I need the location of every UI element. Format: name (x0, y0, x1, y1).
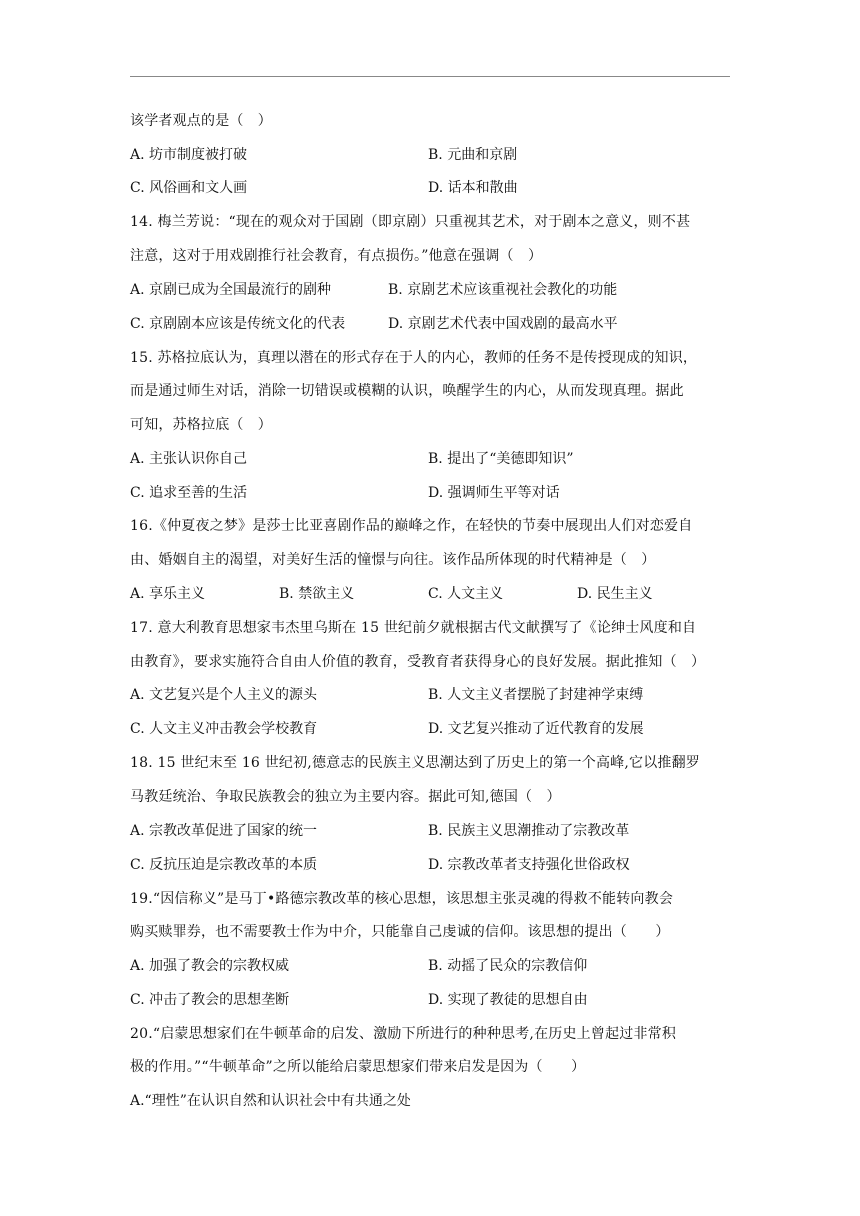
q18-line-2: 马教廷统治、争取民族教会的独立为主要内容。据此可知,德国（ ） (130, 789, 561, 805)
q17-line-1: 17. 意大利教育思想家韦杰里乌斯在 15 世纪前夕就根据古代文献撰写了《论绅士风度和自 (130, 620, 697, 636)
prev-option-d: D. 话本和散曲 (428, 180, 518, 196)
q20-line-2: 极的作用。”“牛顿革命”之所以能给启蒙思想家们带来启发是因为（ ） (130, 1059, 586, 1075)
q16-line-1: 16.《仲夏夜之梦》是莎士比亚喜剧作品的巅峰之作，在轻快的节奏中展现出人们对恋爱自 (130, 518, 693, 534)
q14-option-b: B. 京剧艺术应该重视社会教化的功能 (388, 282, 618, 298)
q19-option-a: A. 加强了教会的宗教权威 (130, 958, 290, 974)
q20-option-a: A.“理性”在认识自然和认识社会中有共通之处 (130, 1093, 411, 1109)
q14-option-a: A. 京剧已成为全国最流行的剧种 (130, 282, 332, 298)
q14-option-c: C. 京剧剧本应该是传统文化的代表 (130, 316, 346, 332)
q15-line-3: 可知，苏格拉底（ ） (130, 417, 272, 433)
q14-line-2: 注意，这对于用戏剧推行社会教育，有点损伤。”他意在强调（ ） (130, 248, 543, 264)
q14-line-1: 14. 梅兰芳说：“现在的观众对于国剧（即京剧）只重视其艺术，对于剧本之意义，则不甚 (130, 214, 691, 230)
q20-line-1: 20.“启蒙思想家们在牛顿革命的启发、激励下所进行的种种思考,在历史上曾起过非常积 (130, 1026, 677, 1042)
q17-option-a: A. 文艺复兴是个人主义的源头 (130, 687, 318, 703)
q17-option-c: C. 人文主义冲击教会学校教育 (130, 721, 318, 737)
q18-option-c: C. 反抗压迫是宗教改革的本质 (130, 857, 318, 873)
q18-option-d: D. 宗教改革者支持强化世俗政权 (428, 857, 630, 873)
q17-option-d: D. 文艺复兴推动了近代教育的发展 (428, 721, 644, 737)
q19-line-2: 购买赎罪券，也不需要教士作为中介，只能靠自己虔诚的信仰。该思想的提出（ ） (130, 924, 670, 940)
q18-option-b: B. 民族主义思潮推动了宗教改革 (428, 823, 630, 839)
q15-option-a: A. 主张认识你自己 (130, 451, 248, 467)
q16-option-d: D. 民生主义 (577, 586, 653, 602)
q15-line-2: 而是通过师生对话，消除一切错误或模糊的认识，唤醒学生的内心，从而发现真理。据此 (130, 383, 684, 399)
q15-option-d: D. 强调师生平等对话 (428, 485, 560, 501)
q15-option-c: C. 追求至善的生活 (130, 485, 248, 501)
q19-option-d: D. 实现了教徒的思想自由 (428, 992, 588, 1008)
prev-option-c: C. 风俗画和文人画 (130, 180, 248, 196)
q19-option-b: B. 动摇了民众的宗教信仰 (428, 958, 588, 974)
q18-option-a: A. 宗教改革促进了国家的统一 (130, 823, 318, 839)
q18-line-1: 18. 15 世纪末至 16 世纪初,德意志的民族主义思潮达到了历史上的第一个高峰,它以推翻罗 (130, 755, 700, 771)
q15-option-b: B. 提出了“美德即知识” (428, 451, 574, 467)
q17-option-b: B. 人文主义者摆脱了封建神学束缚 (428, 687, 644, 703)
q14-option-d: D. 京剧艺术代表中国戏剧的最高水平 (388, 316, 618, 332)
q19-line-1: 19.“因信称义”是马丁•路德宗教改革的核心思想，该思想主张灵魂的得救不能转向教会 (130, 891, 674, 907)
header-rule (130, 76, 730, 77)
prev-question-tail: 该学者观点的是（ ） (130, 113, 272, 129)
q16-option-c: C. 人文主义 (428, 586, 504, 602)
prev-option-b: B. 元曲和京剧 (428, 147, 518, 163)
q15-line-1: 15. 苏格拉底认为，真理以潜在的形式存在于人的内心，教师的任务不是传授现成的知识， (130, 350, 698, 366)
q16-option-a: A. 享乐主义 (130, 586, 206, 602)
q17-line-2: 由教育》，要求实施符合自由人价值的教育，受教育者获得身心的良好发展。据此推知（ ） (130, 654, 706, 670)
q16-line-2: 由、婚姻自主的渴望，对美好生活的憧憬与向往。该作品所体现的时代精神是（ ） (130, 552, 656, 568)
q16-option-b: B. 禁欲主义 (279, 586, 355, 602)
q19-option-c: C. 冲击了教会的思想垄断 (130, 992, 290, 1008)
prev-option-a: A. 坊市制度被打破 (130, 147, 248, 163)
